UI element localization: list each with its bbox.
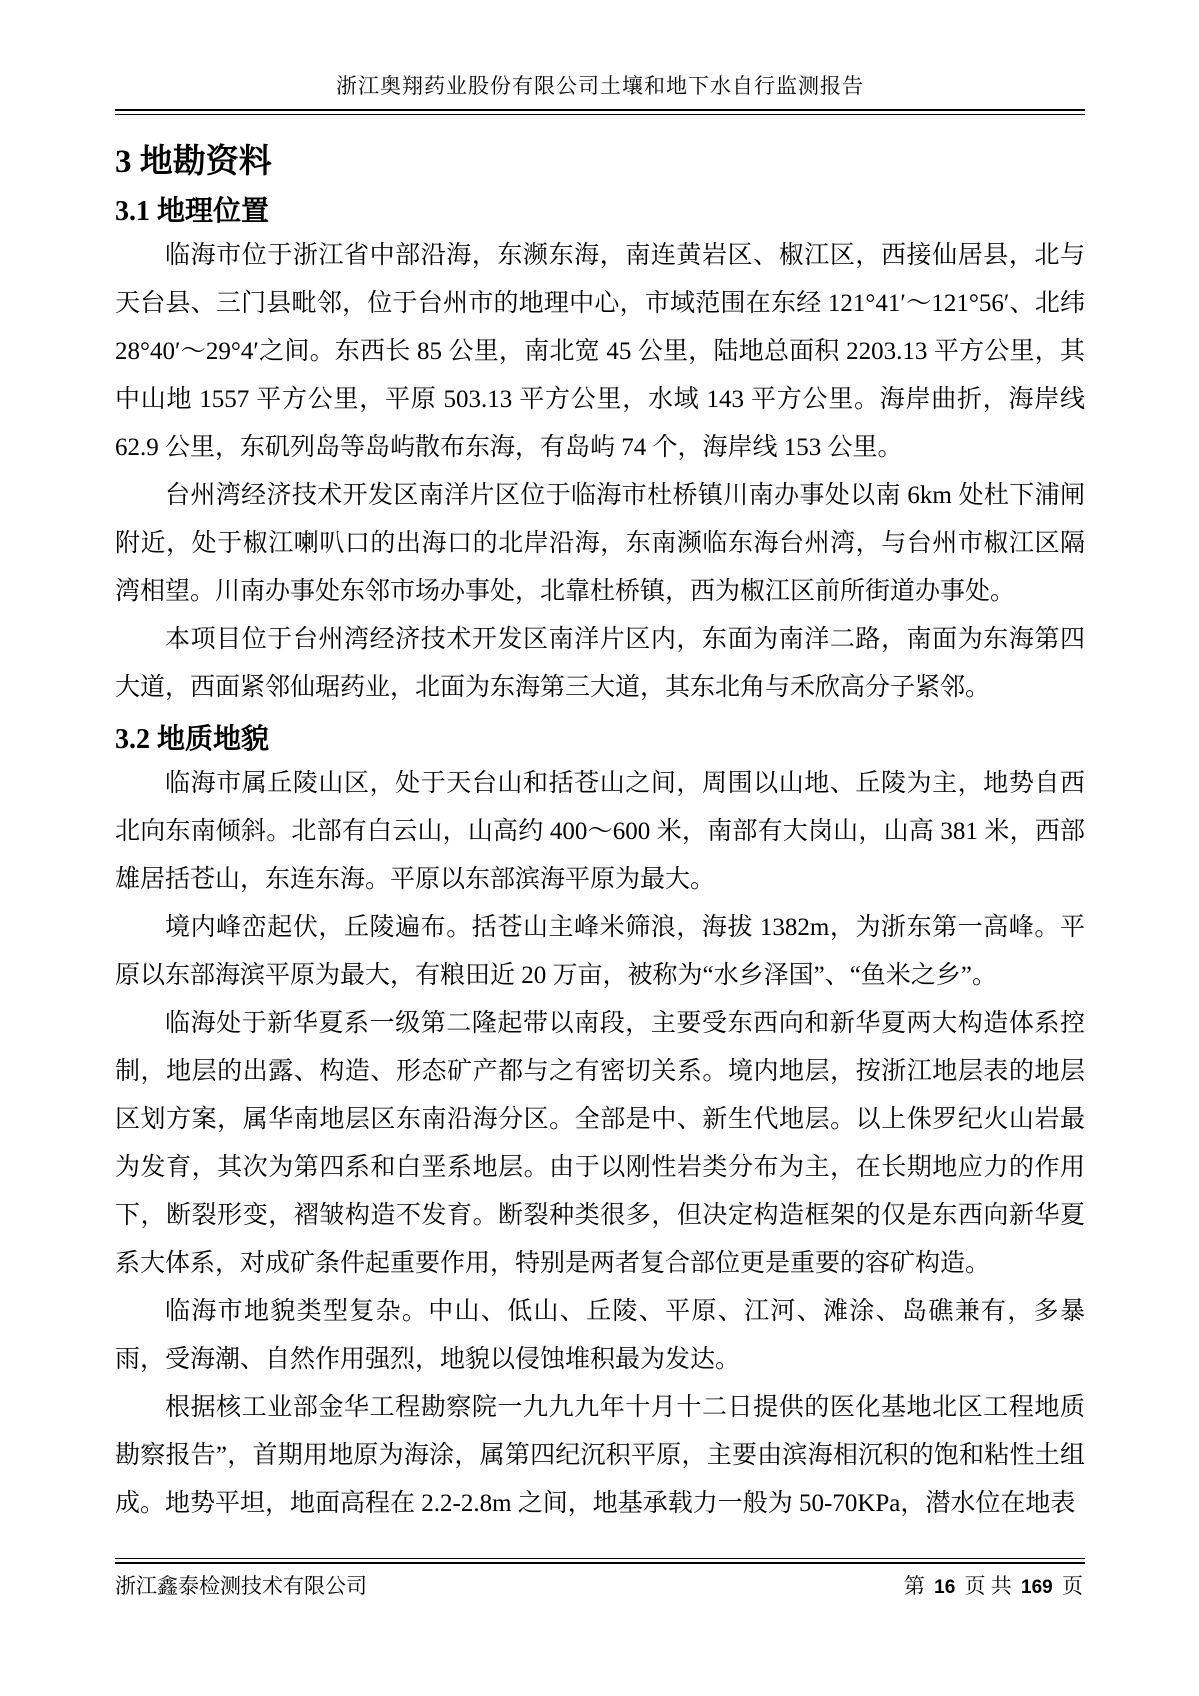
paragraph: 临海市属丘陵山区，处于天台山和括苍山之间，周围以山地、丘陵为主，地势自西北向东南倾斜。北部有白云山，山高约 400～600 米，南部有大岗山，山高 381 米，西部雄居括苍山，东连东海。平原以东部滨海平原为最大。: [115, 770, 1085, 893]
footer-company-name: 浙江鑫泰检测技术有限公司: [115, 1574, 367, 1598]
footer-rule-thin: [115, 1558, 1085, 1559]
page-number-total: 169: [1021, 1577, 1053, 1598]
paragraph: 台州湾经济技术开发区南洋片区位于临海市杜桥镇川南办事处以南 6km 处杜下浦闸附近，处于椒江喇叭口的出海口的北岸沿海，东南濒临东海台州湾，与台州市椒江区隔湾相望。川南办事处东邻市场办事处，北靠杜桥镇，西为椒江区前所街道办事处。: [115, 482, 1085, 605]
page-info-suffix: 页: [1062, 1574, 1083, 1598]
header-rule-thin: [115, 114, 1085, 115]
page-info-middle: 页 共: [964, 1574, 1012, 1598]
header-rule-thick: [115, 109, 1085, 111]
document-body: [115, 126, 1085, 1528]
section-heading-3-1: 3.1 地理位置: [115, 196, 270, 227]
paragraph: 临海市地貌类型复杂。中山、低山、丘陵、平原、江河、滩涂、岛礁兼有，多暴雨，受海潮、自然作用强烈，地貌以侵蚀堆积最为发达。: [115, 1298, 1085, 1373]
section-heading-3-2: 3.2 地质地貌: [115, 724, 270, 755]
paragraph: 根据核工业部金华工程勘察院一九九九年十月十二日提供的医化基地北区工程地质勘察报告”，首期用地原为海涂，属第四纪沉积平原，主要由滨海相沉积的饱和粘性土组成。地势平坦，地面高程在 2.2-2.8m 之间，地基承载力一般为 50-70KPa，潜水位在地表: [115, 1394, 1085, 1517]
paragraph: 临海处于新华夏系一级第二隆起带以南段，主要受东西向和新华夏两大构造体系控制，地层的出露、构造、形态矿产都与之有密切关系。境内地层，按浙江地层表的地层区划方案，属华南地层区东南沿海分区。全部是中、新生代地层。以上侏罗纪火山岩最为发育，其次为第四系和白垩系地层。由于以刚性岩类分布为主，在长期地应力的作用下，断裂形变，褶皱构造不发育。断裂种类很多，但决定构造框架的仅是东西向新华夏系大体系，对成矿条件起重要作用，特别是两者复合部位更是重要的容矿构造。: [115, 1010, 1085, 1277]
page-info-prefix: 第: [903, 1574, 925, 1598]
chapter-title: 3 地勘资料: [115, 144, 272, 180]
header-title: 浙江奥翔药业股份有限公司土壤和地下水自行监测报告: [336, 74, 864, 98]
paragraph: 本项目位于台州湾经济技术开发区南洋片区内，东面为南洋二路，南面为东海第四大道，西面紧邻仙琚药业，北面为东海第三大道，其东北角与禾欣高分子紧邻。: [115, 626, 1085, 701]
page-number-current: 16: [934, 1577, 956, 1598]
footer-page-info: [902, 1573, 1085, 1601]
footer-rule-thick: [115, 1562, 1085, 1564]
paragraph: 临海市位于浙江省中部沿海，东濒东海，南连黄岩区、椒江区，西接仙居县，北与天台县、三门县毗邻，位于台州市的地理中心，市域范围在东经 121°41′～121°56′、北纬 28°40′～29°4′之间。东西长 85 公里，南北宽 45 公里，陆地总面积 2203.13 平方公里，其中山地 1557 平方公里，平原 503.13 平方公里，水域 143 平方公里。海岸曲折，海岸线 62.9 公里，东矶列岛等岛屿散布东海，有岛屿 74 个，海岸线 153 公里。: [115, 242, 1085, 461]
page-header: [115, 0, 1085, 115]
page-footer: [115, 1558, 1085, 1601]
paragraph: 境内峰峦起伏，丘陵遍布。括苍山主峰米筛浪，海拔 1382m，为浙东第一高峰。平原以东部海滨平原为最大，有粮田近 20 万亩，被称为“水乡泽国”、“鱼米之乡”。: [115, 914, 1085, 989]
